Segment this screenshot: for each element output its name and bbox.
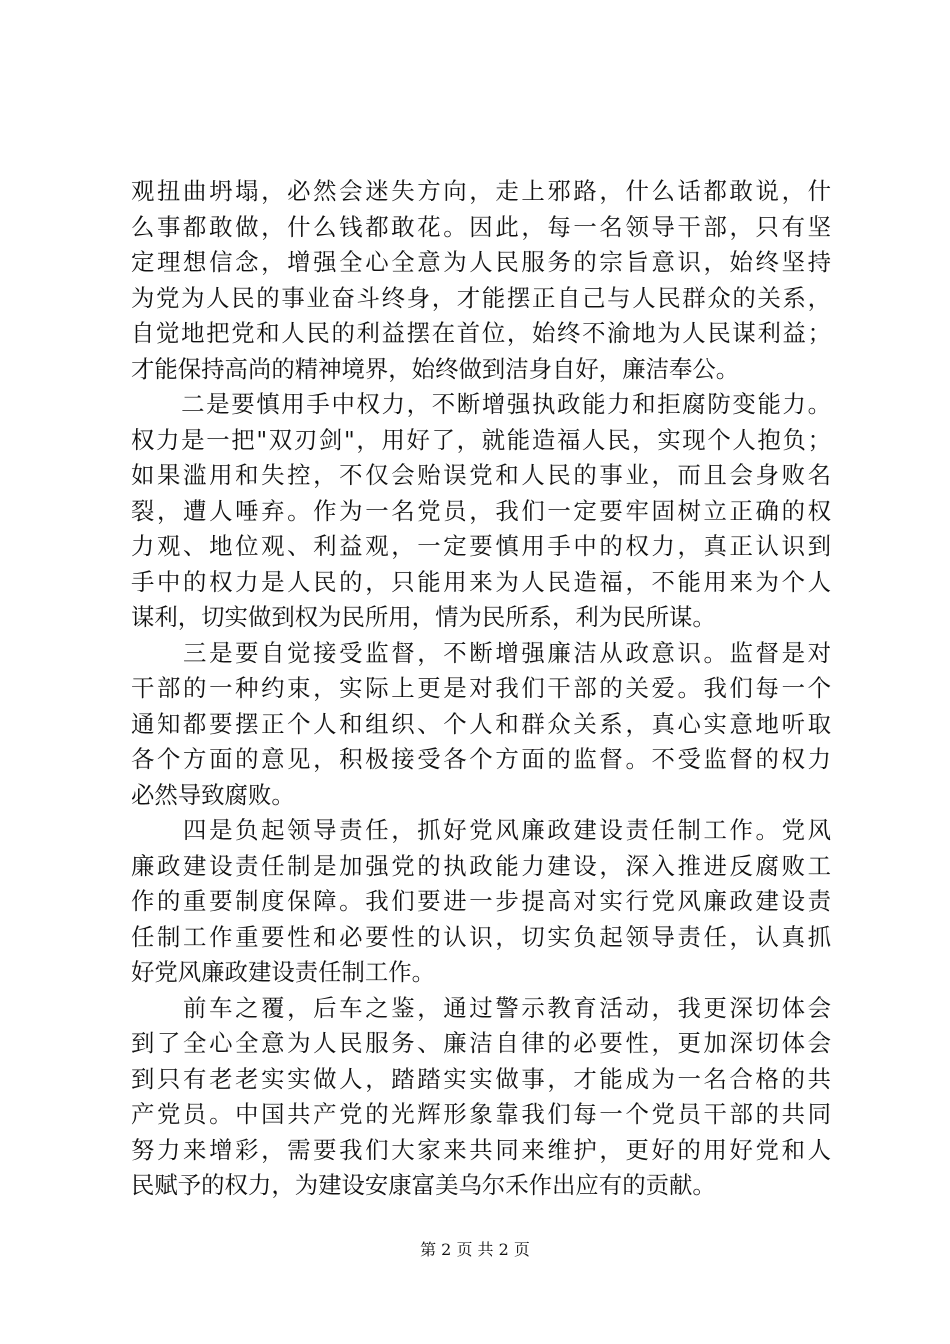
text-line: 权力是一把"双刃剑"，用好了，就能造福人民，实现个人抱负；	[131, 425, 831, 454]
text-line: 才能保持高尚的精神境界，始终做到洁身自好，廉洁奉公。	[131, 354, 740, 383]
text-line: 为党为人民的事业奋斗终身，才能摆正自己与人民群众的关系，	[131, 283, 831, 312]
text-line: 四是负起领导责任，抓好党风廉政建设责任制工作。党风	[131, 816, 831, 844]
text-line: 手中的权力是人民的，只能用来为人民造福，不能用来为个人	[131, 567, 831, 596]
text-line: 产党员。中国共产党的光辉形象靠我们每一个党员干部的共同	[131, 1100, 831, 1128]
text-line: 如果滥用和失控，不仅会贻误党和人民的事业，而且会身败名	[131, 461, 831, 489]
text-line: 观扭曲坍塌，必然会迷失方向，走上邪路，什么话都敢说，什	[131, 177, 831, 205]
text-line: 三是要自觉接受监督，不断增强廉洁从政意识。监督是对	[131, 638, 831, 667]
text-line: 任制工作重要性和必要性的认识，切实负起领导责任，认真抓	[131, 922, 831, 951]
text-line: 通知都要摆正个人和组织、个人和群众关系，真心实意地听取	[131, 709, 831, 738]
text-line: 定理想信念，增强全心全意为人民服务的宗旨意识，始终坚持	[131, 248, 831, 276]
text-line: 到了全心全意为人民服务、廉洁自律的必要性，更加深切体会	[131, 1029, 831, 1057]
page-footer: 第 2 页 共 2 页	[420, 1240, 530, 1259]
text-line: 二是要慎用手中权力，不断增强执政能力和拒腐防变能力。	[131, 390, 831, 418]
text-line: 到只有老老实实做人，踏踏实实做事，才能成为一名合格的共	[131, 1064, 831, 1093]
text-line: 各个方面的意见，积极接受各个方面的监督。不受监督的权力	[131, 745, 831, 773]
text-line: 谋利，切实做到权为民所用，情为民所系，利为民所谋。	[131, 603, 716, 631]
text-line: 前车之覆，后车之鉴，通过警示教育活动，我更深切体会	[131, 993, 831, 1022]
text-line: 自觉地把党和人民的利益摆在首位，始终不渝地为人民谋利益；	[131, 319, 831, 347]
text-line: 么事都敢做，什么钱都敢花。因此，每一名领导干部，只有坚	[131, 212, 831, 241]
text-line: 民赋予的权力，为建设安康富美乌尔禾作出应有的贡献。	[131, 1171, 716, 1199]
body-text	[131, 174, 831, 1204]
text-line: 力观、地位观、利益观，一定要慎用手中的权力，真正认识到	[131, 532, 831, 560]
text-line: 干部的一种约束，实际上更是对我们干部的关爱。我们每一个	[131, 674, 831, 702]
text-line: 好党风廉政建设责任制工作。	[131, 958, 436, 986]
text-line: 裂，遭人唾弃。作为一名党员，我们一定要牢固树立正确的权	[131, 496, 831, 525]
text-line: 作的重要制度保障。我们要进一步提高对实行党风廉政建设责	[131, 887, 831, 915]
text-line: 必然导致腐败。	[131, 780, 295, 809]
text-line: 廉政建设责任制是加强党的执政能力建设，深入推进反腐败工	[131, 851, 831, 880]
text-line: 努力来增彩，需要我们大家来共同来维护，更好的用好党和人	[131, 1135, 831, 1164]
